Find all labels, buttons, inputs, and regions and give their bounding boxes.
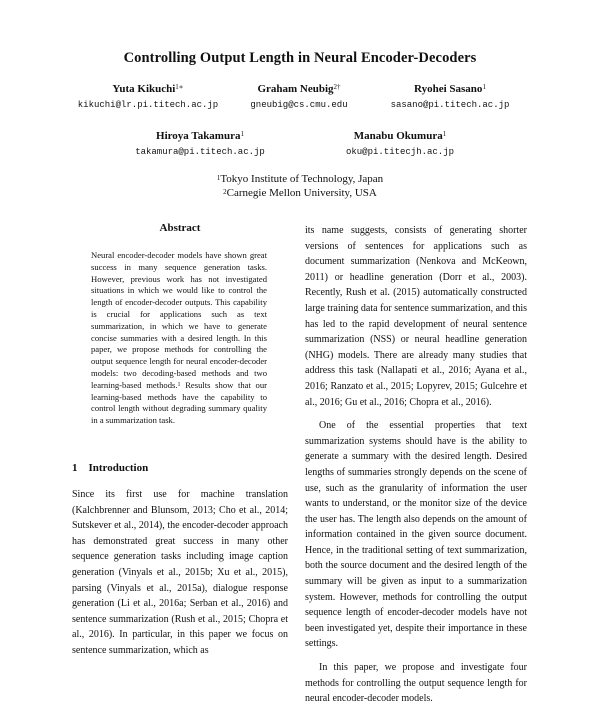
author-name: Yuta Kikuchi	[112, 83, 176, 95]
author-4	[100, 129, 300, 159]
author-marks: 1∗	[175, 83, 184, 91]
author-marks: 1	[240, 130, 244, 138]
paragraph: its name suggests, consists of generating shorter versions of sentences for applications such as document summarization (Nenkova and McKeown, 2011) or headline generation (Dorr et al., 2003). Recently, Rush et al. (2015) automatically constructed large training data for sentence summarization, and this has led to the rapid development of neural sentence summarization (NSS) or neural headline generation (NHG) models. There are already many studies that address this task (Nallapati et al., 2016; Ayana et al., 2016; Ranzato et al., 2015; Lopyrev, 2015; Gulcehre et al., 2016; Gu et al., 2016; Chopra et al., 2016).	[305, 225, 527, 408]
affiliation-1	[0, 173, 600, 186]
affiliation-mark: 1	[216, 174, 221, 182]
affiliation-mark: 2	[223, 188, 227, 196]
abstract-text-continued: Results show that our learning-based methods have the capability to control length without degrading summary quality in a summarization task.	[91, 379, 267, 426]
section-heading	[72, 462, 148, 474]
abstract-body	[91, 250, 267, 427]
section-number: 1	[72, 462, 78, 474]
section-title: Introduction	[88, 462, 149, 474]
paragraph: In this paper, we propose and investigate four methods for controlling the output sequence length for neural encoder-decoder models.	[305, 662, 527, 705]
author-email: sasano@pi.titech.ac.jp	[390, 100, 510, 110]
paper-title: Controlling Output Length in Neural Encoder-Decoders	[123, 50, 477, 66]
author-5	[300, 129, 500, 159]
author-name: Manabu Okumura	[353, 130, 443, 142]
paragraph: One of the essential properties that text summarization systems should have is the ability to generate a summary with the desired length. Desired lengths of summaries strongly depends on the scene of use, such as the granularity of information the user wants to understand, or the monitor size of the device the user has. The length also depends on the amount of information contained in the given source document. Hence, in the traditional setting of text summarization, both the source document and the desired length of the summary will be given as input to a summarization system. However, methods for controlling the output sequence length of encoder-decoder models have not been investigated yet, despite their importance in these settings.	[305, 420, 527, 650]
author-email: oku@pi.titecjh.ac.jp	[345, 147, 455, 157]
abstract-text: Neural encoder-decoder models have shown great success in many sequence generation tasks. However, previous work has not investigated situations in which we would like to control the length of encoder-decoder outputs. This capability is crucial for applications such as text summarization, in which we have to generate concise summaries with a desired length. In this paper, we propose methods for controlling the output sequence length for neural encoder-decoder models: two decoding-based methods and two learning-based methods.	[91, 250, 267, 390]
author-email: kikuchi@lr.pi.titech.ac.jp	[77, 100, 219, 110]
author-marks: 1	[482, 83, 486, 91]
author-name: Ryohei Sasano	[414, 83, 483, 95]
author-name: Graham Neubig	[257, 83, 334, 95]
affiliation-text: Tokyo Institute of Technology, Japan	[220, 173, 384, 185]
author-name: Hiroya Takamura	[156, 130, 241, 142]
abstract-heading: Abstract	[159, 222, 201, 234]
author-marks: 2†	[333, 83, 341, 91]
right-column	[305, 223, 527, 707]
affiliation-2	[0, 187, 600, 200]
author-email: gneubig@cs.cmu.edu	[250, 100, 348, 110]
footnote-mark: 1	[177, 381, 181, 388]
author-email: takamura@pi.titech.ac.jp	[135, 147, 265, 157]
affiliation-text: Carnegie Mellon University, USA	[226, 187, 377, 199]
author-3	[350, 82, 550, 112]
left-column-body: Since its first use for machine translation (Kalchbrenner and Blunsom, 2013; Cho et al., 2014; Sutskever et al., 2014), the encoder-decoder approach has demonstrated great success in many other sequence generation tasks including image caption generation (Vinyals et al., 2015b; Xu et al., 2015), parsing (Vinyals et al., 2015a), dialogue response generation (Li et al., 2016a; Serban et al., 2016) and sentence summarization (Rush et al., 2015; Chopra et al., 2016). In particular, in this paper we focus on sentence summarization, which as	[72, 489, 288, 656]
author-marks: 1	[442, 130, 447, 138]
